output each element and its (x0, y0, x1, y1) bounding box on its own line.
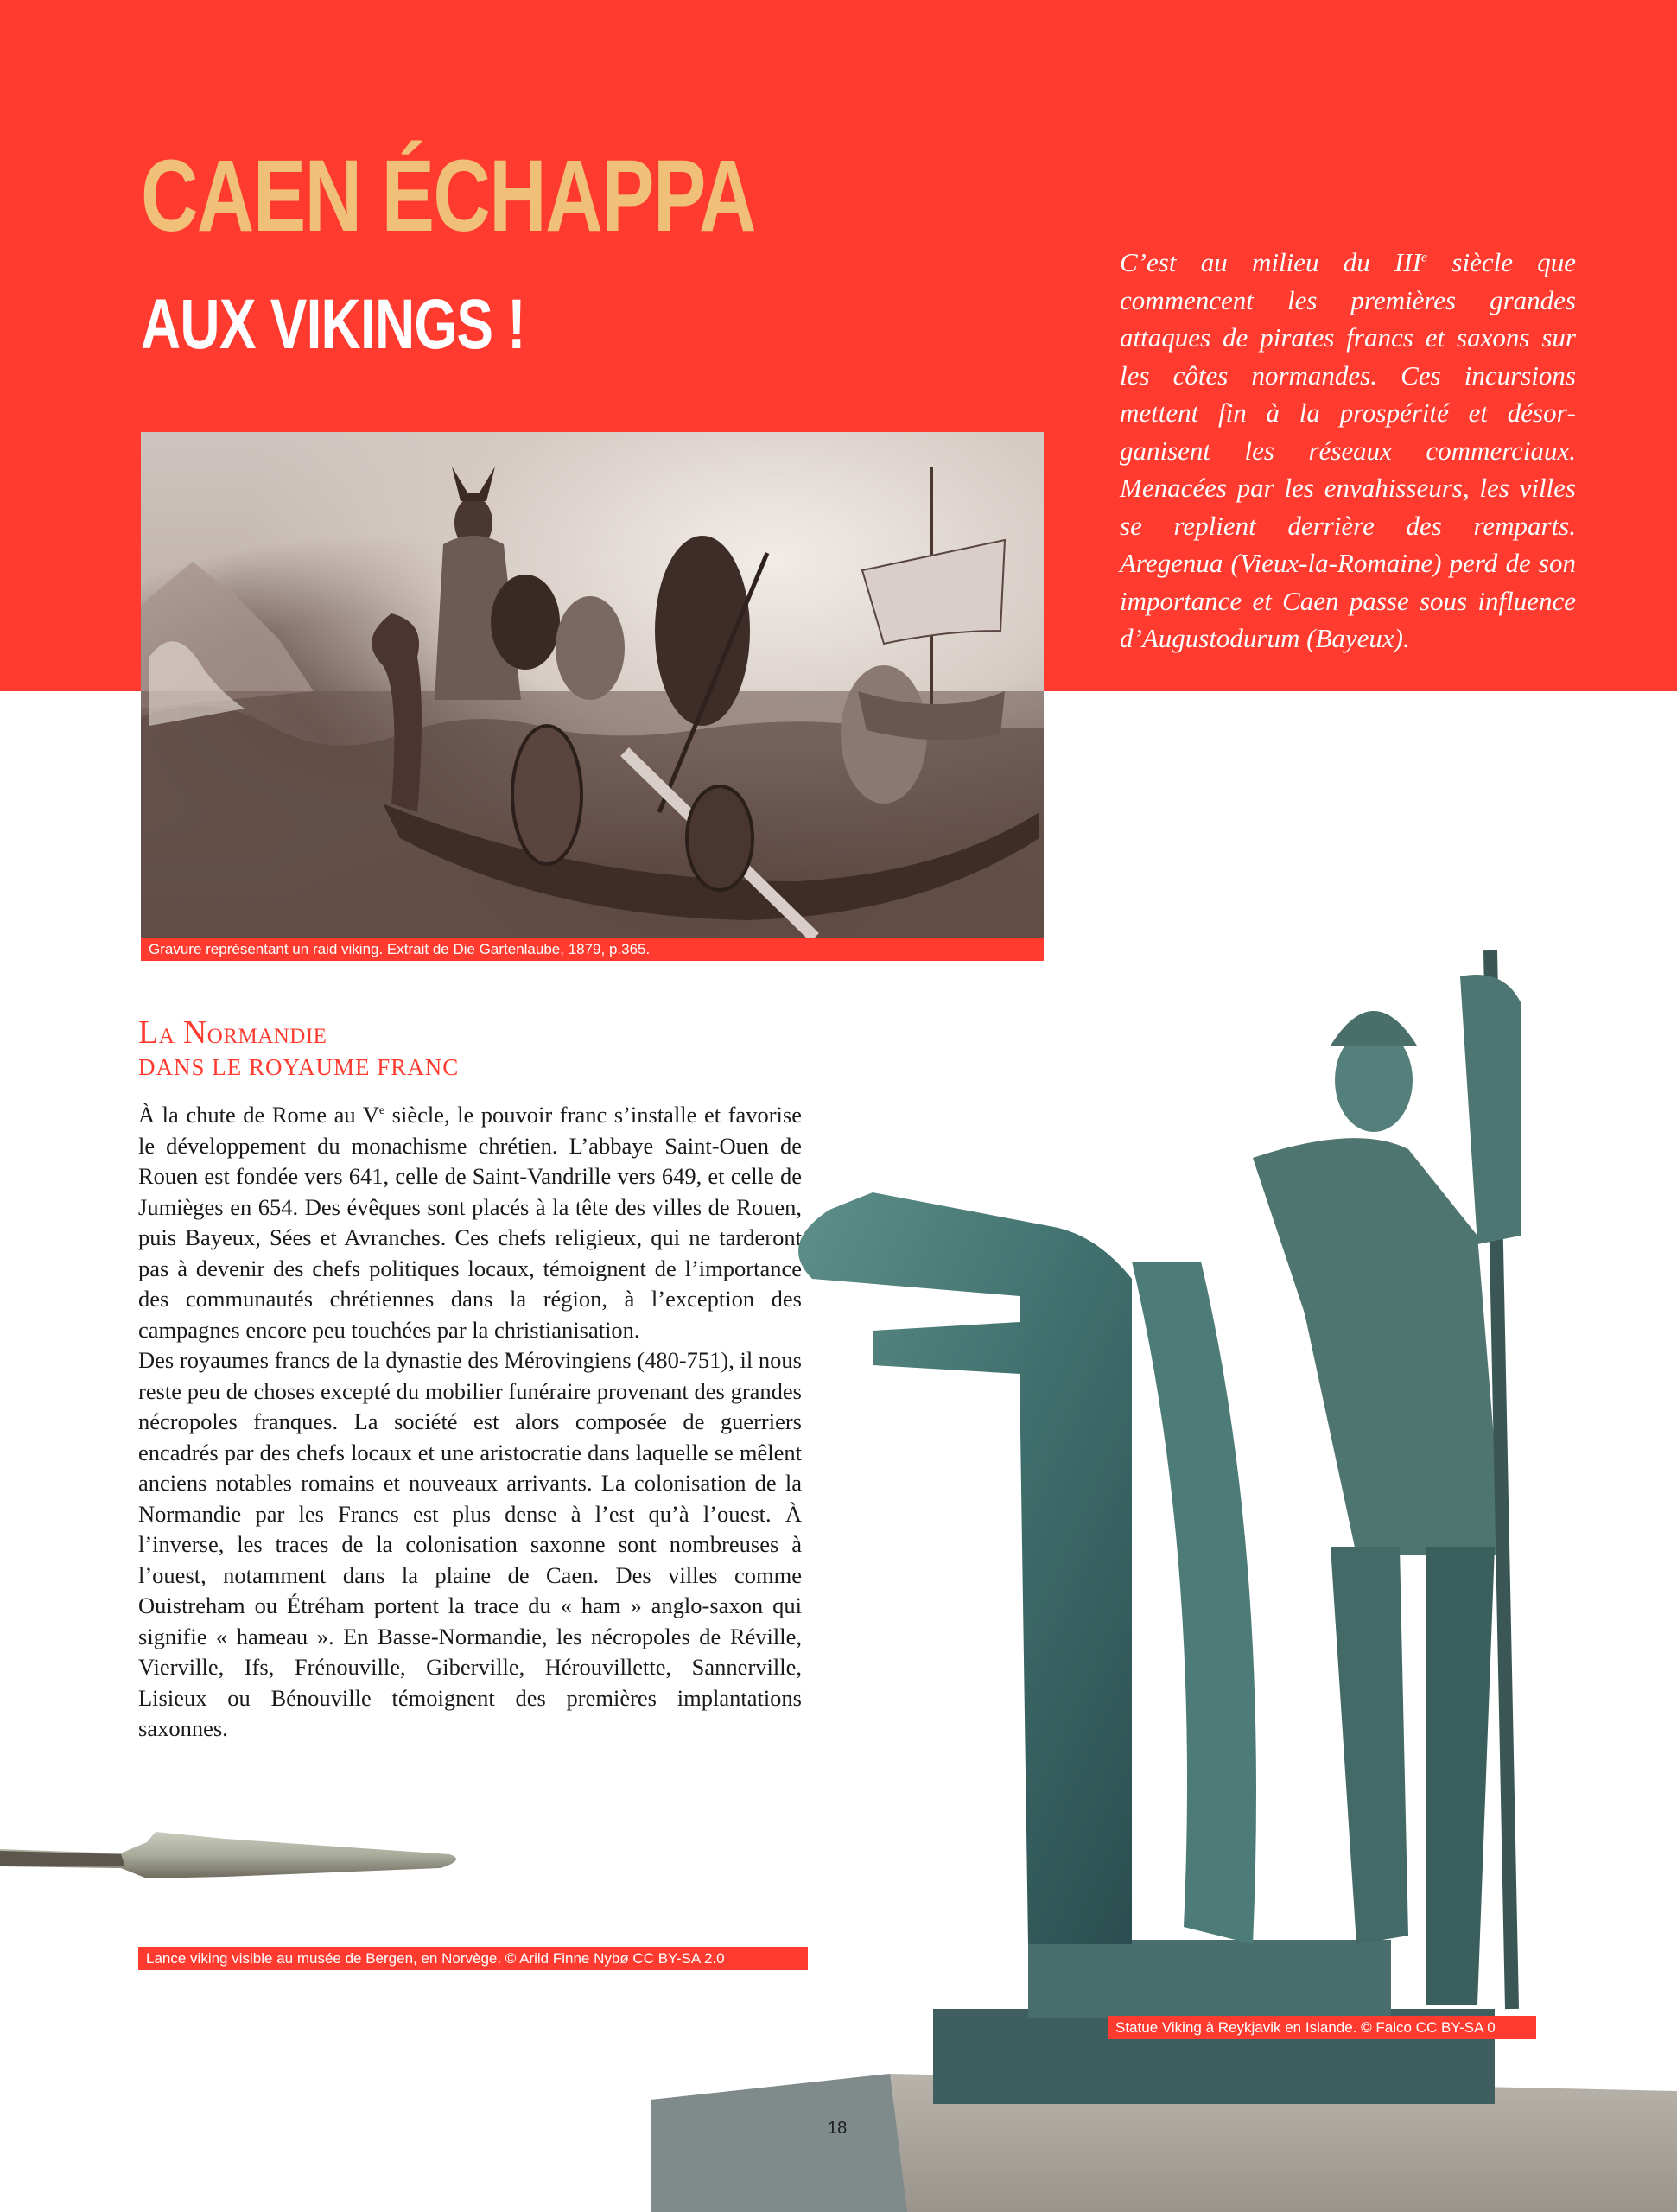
section-title-initial-1: L (138, 1014, 159, 1051)
section-title-part-1: a (158, 1015, 183, 1050)
engraving-viking-raid-image (141, 432, 1044, 938)
lance-caption: Lance viking visible au musée de Bergen, en Norvège. © Arild Finne Nybø CC BY-SA 2.0 (138, 1947, 808, 1970)
section-title-initial-2: N (182, 1014, 207, 1051)
engraving-illustration-icon (141, 432, 1044, 938)
statue-caption: Statue Viking à Reykjavik en Islande. © Falco CC BY-SA 0 (1108, 2016, 1536, 2039)
intro-text-start: C’est au milieu du III (1120, 247, 1422, 277)
paragraph-1-start: À la chute de Rome au V (138, 1102, 379, 1128)
intro-superscript: e (1421, 250, 1428, 265)
page-number: 18 (828, 2119, 848, 2138)
section-title-part-2: ormandie (206, 1015, 327, 1050)
section-title (138, 1016, 327, 1049)
body-paragraph-2: Des royaumes francs de la dynastie des Mérovingiens (480-751), il nous reste peu de choses excepté du mobilier funéraire provenant des grandes nécropoles franques. La société est alors composée de guerriers encadrés par des chefs locaux et une aristocratie dans laquelle se mêlent anciens notables romains et nouveaux arrivants. La colonisation de la Normandie par les Francs est plus dense à l’est qu’à l’ouest. À l’inverse, les traces de la colonisation saxonne sont nombreuses à l’ouest, notamment dans la plaine de Caen. Des villes comme Ouistreham ou Étréham portent la trace du « ham » anglo-saxon qui signifie « hameau ». En Basse-Normandie, les nécropoles de Réville, Vierville, Ifs, Frénouville, Giberville, Hérouvillette, Sannerville, Lisieux ou Bénouville témoignent des premières implantations saxonnes. (138, 1347, 802, 1741)
engraving-caption: Gravure représentant un raid viking. Extrait de Die Gartenlaube, 1879, p.365. (141, 938, 1044, 961)
intro-paragraph (1120, 244, 1576, 658)
paragraph-1-superscript: e (378, 1104, 385, 1118)
intro-text-end: siècle que commencent les premières grandes attaques de pirates francs et saxons sur les côtes normandes. Ces incursions mettent fin à la prospérité et désorganisent les réseaux commerciaux. Menacées par les envahisseurs, les villes se replient derrière des remparts. Aregenua (Vieux-la-Romaine) perd de son importance et Caen passe sous influence d’Augustodurum (Bayeux). (1120, 247, 1577, 653)
page-subtitle: AUX VIKINGS ! (141, 285, 525, 364)
paragraph-1-end: siècle, le pouvoir franc s’installe et favorise le développement du monachisme chrétien. L’abbaye Saint-Ouen de Rouen est fondée vers 641, celle de Saint-Vandrille vers 649, et celle de Jumièges en 654. Des évêques sont placés à la tête des villes de Rouen, puis Bayeux, Sées et Avranches. Ces chefs religieux, qui ne tarderont pas à devenir des chefs politiques locaux, témoignent de l’importance des communautés chrétiennes dans la région, à l’exception des campagnes encore peu touchées par la christianisation. (138, 1102, 802, 1343)
section-subtitle: DANS LE ROYAUME FRANC (138, 1054, 460, 1080)
page-title: CAEN ÉCHAPPA (141, 139, 755, 253)
